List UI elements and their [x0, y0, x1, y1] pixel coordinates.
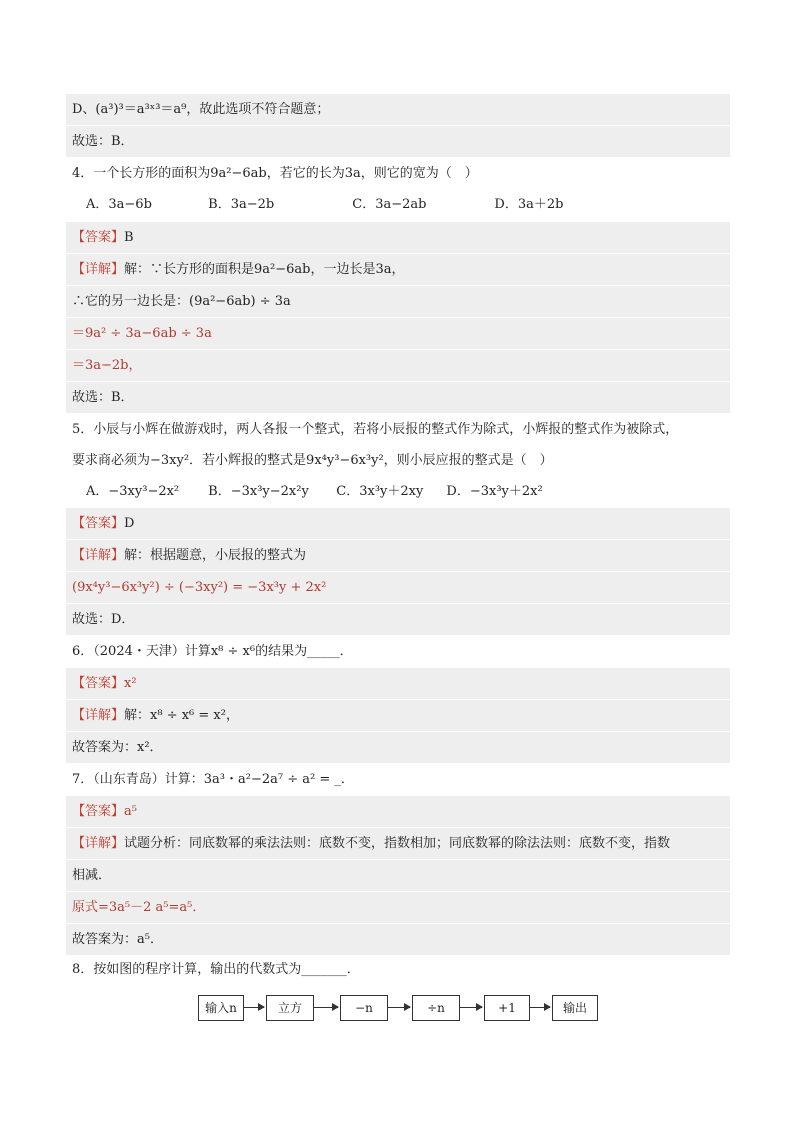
detail-formula: 原式=3a⁵－2 a⁵=a⁵． [66, 892, 730, 923]
detail-tag: 【详解】 [72, 708, 125, 723]
detail-formula: (9x⁴y³−6x³y²) ÷ (−3xy²) = −3x³y + 2x² [66, 572, 730, 603]
question-4-stem: 4．一个长方形的面积为9a²−6ab，若它的长为3a，则它的宽为（ ） [72, 166, 478, 181]
detail-tag: 【详解】 [72, 836, 125, 851]
detail-line [66, 254, 730, 285]
answer-value: D [124, 516, 135, 531]
detail-formula: ＝3a−2b， [66, 350, 730, 381]
answer-conclusion: 故答案为：x²． [66, 732, 730, 763]
option-d-explanation: D、(a³)³＝a³ˣ³＝a⁹，故此选项不符合题意； [66, 94, 730, 125]
detail-text: 相减． [66, 860, 730, 891]
answer-line [66, 222, 730, 253]
detail-tag: 【详解】 [72, 548, 125, 563]
program-flowchart [198, 995, 600, 1025]
question-7-stem: 7．（山东青岛）计算：3a³・a²−2a⁷ ÷ a² = _． [72, 772, 354, 787]
answer-line [66, 508, 730, 539]
answer-conclusion: 故答案为：a⁵． [66, 924, 730, 955]
question-8-stem: 8．按如图的程序计算，输出的代数式为_______． [72, 962, 360, 977]
detail-tag: 【详解】 [72, 262, 125, 277]
answer-tag: 【答案】 [72, 230, 125, 245]
answer-value: x² [124, 676, 137, 691]
flow-cube-box: 立方 [266, 995, 314, 1021]
answer-tag: 【答案】 [72, 516, 125, 531]
question-5-stem: 5．小辰与小辉在做游戏时，两人各报一个整式，若将小辰报的整式作为除式，小辉报的整式作为被除式， [72, 422, 679, 437]
detail-text: 解：∵长方形的面积是9a²−6ab，一边长是3a， [124, 262, 405, 277]
option-d: D．−3x³y＋2x² [446, 484, 543, 499]
flow-arrow [388, 1007, 410, 1008]
flow-minus-n-box: −n [340, 995, 388, 1021]
detail-line [66, 540, 730, 571]
flow-input-box: 输入n [198, 995, 244, 1021]
detail-text: 解：根据题意，小辰报的整式为 [124, 548, 307, 563]
question-5-stem: 要求商必须为−3xy²．若小辉报的整式是9x⁴y³−6x³y²，则小辰应报的整式是（ ） [72, 453, 553, 468]
answer-tag: 【答案】 [72, 676, 125, 691]
question-4-options [86, 189, 744, 220]
question-5-options [86, 476, 744, 507]
detail-line [66, 828, 730, 859]
option-c: C．3a−2ab [352, 197, 427, 212]
question-6-stem: 6．（2024・天津）计算x⁸ ÷ x⁶的结果为_____． [72, 644, 353, 659]
answer-line [66, 668, 730, 699]
flow-arrow [460, 1007, 482, 1008]
detail-line [66, 700, 730, 731]
detail-text: 解：x⁸ ÷ x⁶ = x²， [124, 708, 239, 723]
choose-line: 故选：B． [66, 382, 730, 413]
flow-arrow [530, 1007, 550, 1008]
flow-arrow [314, 1007, 338, 1008]
flow-output-box: 输出 [552, 995, 598, 1021]
choose-line: 故选：D． [66, 604, 730, 635]
flow-divide-n-box: ÷n [412, 995, 460, 1021]
answer-line [66, 796, 730, 827]
option-b: B．3a−2b [208, 197, 275, 212]
flow-plus-one-box: +1 [484, 995, 530, 1021]
detail-formula: ＝9a² ÷ 3a−6ab ÷ 3a [66, 318, 730, 349]
option-a: A．3a−6b [86, 197, 152, 212]
option-c: C．3x³y＋2xy [336, 484, 424, 499]
detail-text: 试题分析：同底数幂的乘法法则：底数不变，指数相加；同底数幂的除法法则：底数不变，指数 [124, 836, 671, 851]
option-a: A．−3xy³−2x² [86, 484, 180, 499]
answer-tag: 【答案】 [72, 804, 125, 819]
option-d: D．3a＋2b [494, 197, 564, 212]
answer-value: a⁵ [124, 804, 137, 819]
flow-arrow [244, 1007, 264, 1008]
choose-line: 故选：B． [66, 126, 730, 157]
option-b: B．−3x³y−2x²y [208, 484, 309, 499]
answer-value: B [124, 230, 134, 245]
detail-text: ∴它的另一边长是：(9a²−6ab) ÷ 3a [66, 286, 730, 317]
